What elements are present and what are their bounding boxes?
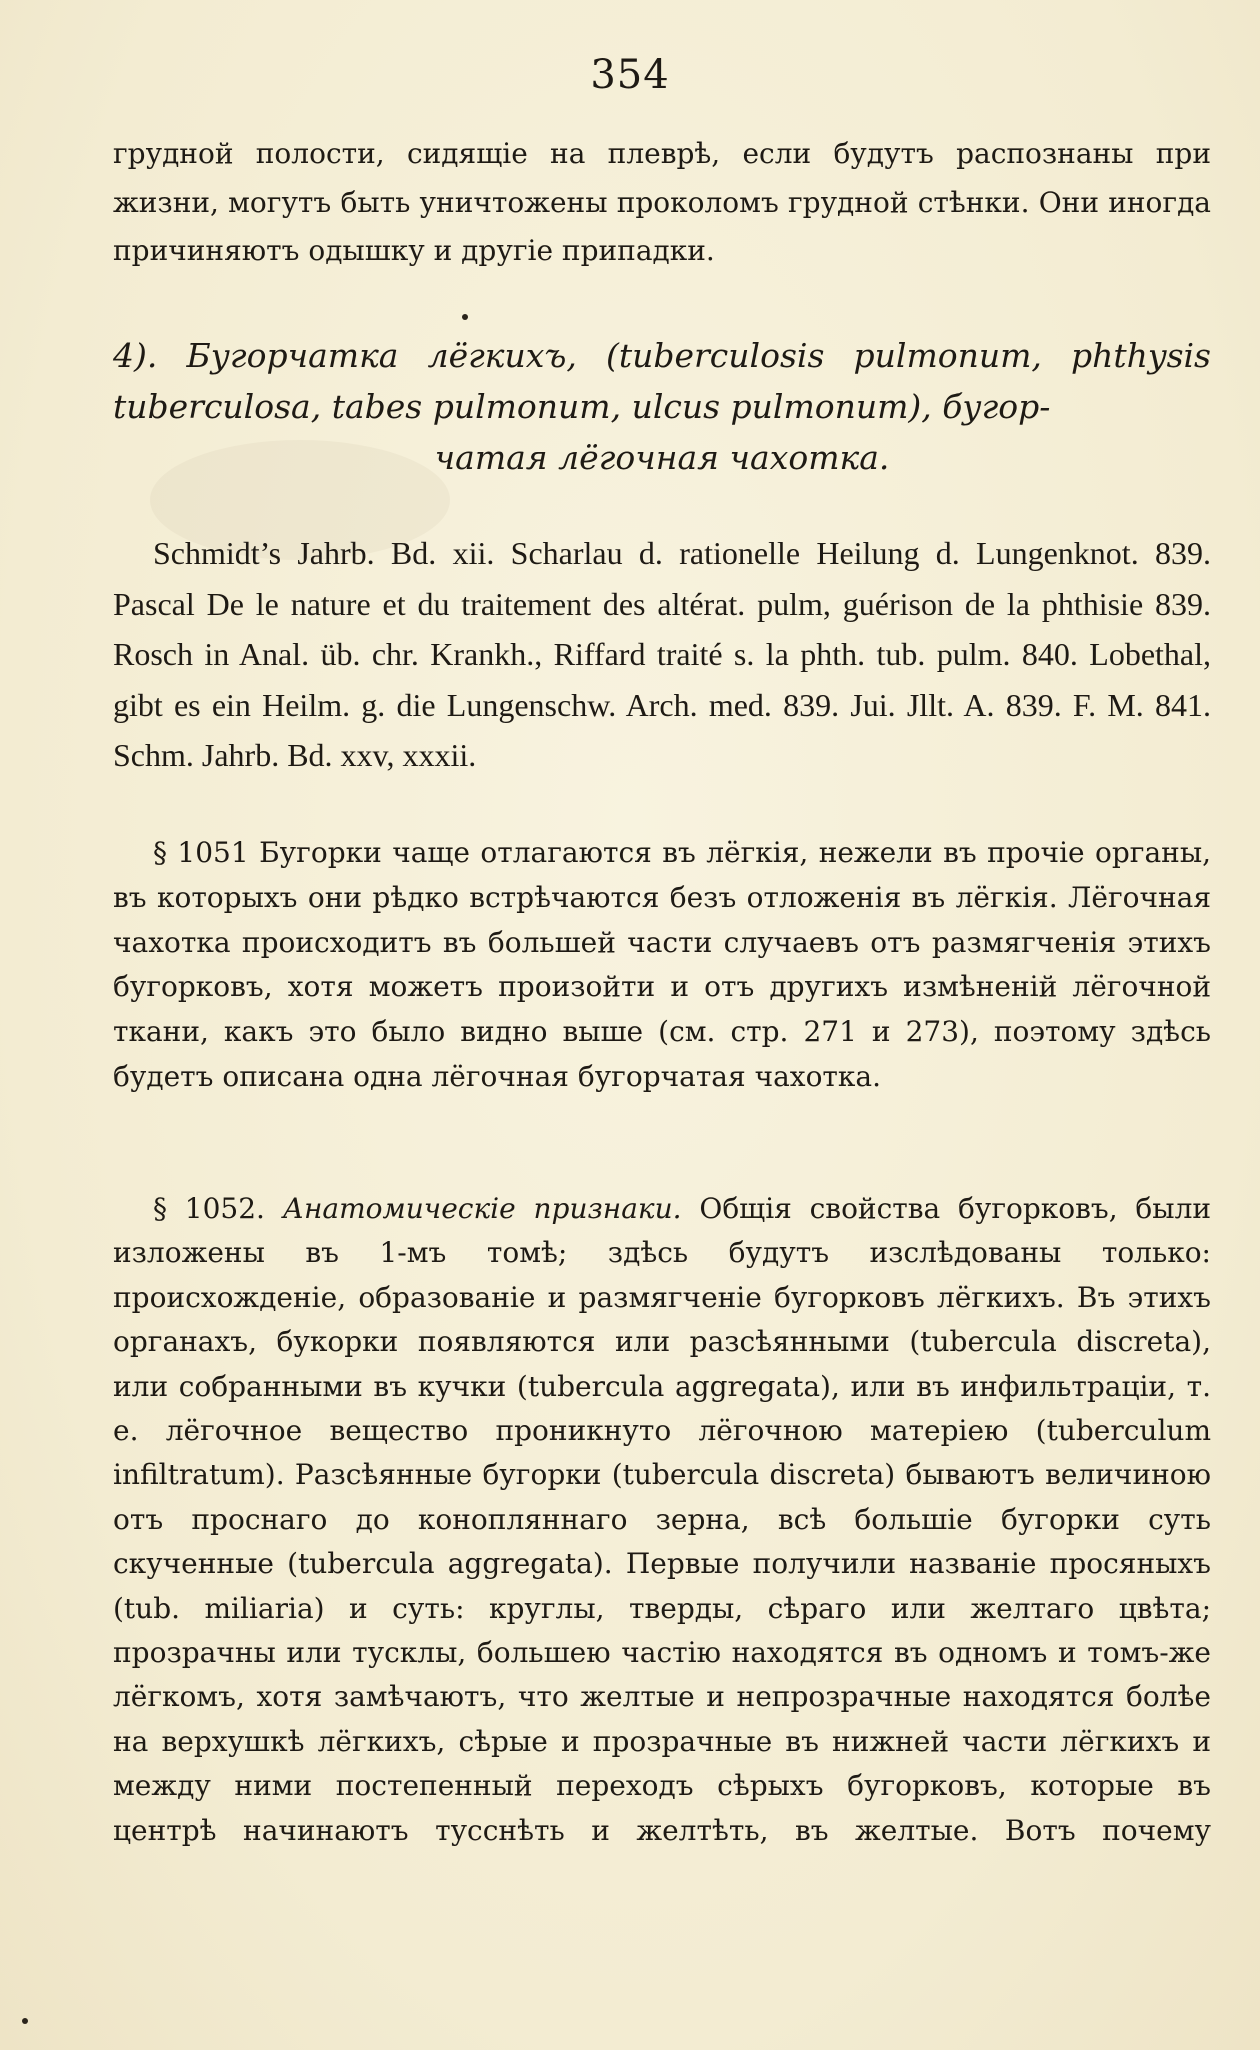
paragraph-1051 [113,831,1211,1100]
paragraph-1052 [113,1187,1211,1853]
paragraph-1051-text: Бугорки чаще отлагаются въ лёгкія, нежели въ прочіе органы, въ которыхъ они рѣдко встрѣчаются безъ отложенія въ лёгкія. Лёгочная чахотка происходитъ въ большей части случаевъ отъ размягченія этихъ бугорковъ, хотя можетъ произойти и отъ другихъ измѣненій лёгочной ткани, какъ это было видно выше (см. стр. 271 и 273), поэтому здѣсь будетъ описана одна лёгочная бугорчатая чахотка. [113,836,1211,1093]
heading-text: Бугорчатка лёгкихъ, (tuberculosis pulmonum, phthysis tuberculosa, tabes pulmonum, ulcus pulmonum), бугор- [113,336,1211,426]
ink-dot [462,314,468,320]
ink-dot [22,2018,28,2024]
heading-number: 4). [113,336,158,375]
paragraph-1052-text: Общія свойства бугорковъ, были изложены въ 1-мъ томѣ; здѣсь будутъ изслѣдованы только: происхожденіе, образованіе и размягченіе бугорковъ лёгкихъ. Въ этихъ органахъ, букорки появляются или разсѣянными (tubercula discreta), или собранными въ кучки (tubercula aggregata), или въ инфильтраціи, т. е. лёгочное вещество проникнуто лёгочною матеріею (tuberculum infiltratum). Разсѣянные бугорки (tubercula discreta) бываютъ величиною отъ проснаго до конопляннаго зерна, всѣ большіе бугорки суть скученные (tubercula aggregata). Первые получили названіе просяныхъ (tub. miliaria) и суть: круглы, тверды, сѣраго или желтаго цвѣта; прозрачны или тусклы, большею частію находятся въ одномъ и томъ-же лёгкомъ, хотя замѣчаютъ, что желтые и непрозрачные находятся болѣе на верхушкѣ лёгкихъ, сѣрые и прозрачные въ нижней части лёгкихъ и между ними постепенный переходъ сѣрыхъ бугорковъ, которые въ центрѣ начинаютъ тусснѣть и желтѣть, въ желтые. Вотъ почему [113,1192,1212,1847]
intro-paragraph [113,130,1211,276]
section-number-1052: § 1052. [153,1192,265,1225]
references-text: Schmidt’s Jahrb. Bd. xii. Scharlau d. rationelle Heilung d. Lungenknot. 839. Pascal De le nature et du traitement des altérat. pulm, guérison de la phthisie 839. Rosch in Anal. üb. chr. Krankh., Riffard traité s. la phth. tub. pulm. 840. Lobethal, gibt es ein Heilm. g. die Lungenschw. Arch. med. 839. Jui. Jllt. A. 839. F. M. 841. Schm. Jahrb. Bd. xxv, xxxii. [113,535,1211,773]
references-block [113,528,1211,781]
heading-last-line: чатая лёгочная чахотка. [434,438,890,477]
page-number: 354 [590,52,670,98]
section-title-1052: Анатомическіе признаки. [282,1192,682,1225]
section-heading [113,330,1211,483]
intro-text: грудной полости, сидящіе на плеврѣ, если будутъ распознаны при жизни, могутъ быть уничтожены проколомъ грудной стѣнки. Они иногда причиняютъ одышку и другіе припадки. [113,137,1211,267]
section-number-1051: § 1051 [153,836,249,869]
